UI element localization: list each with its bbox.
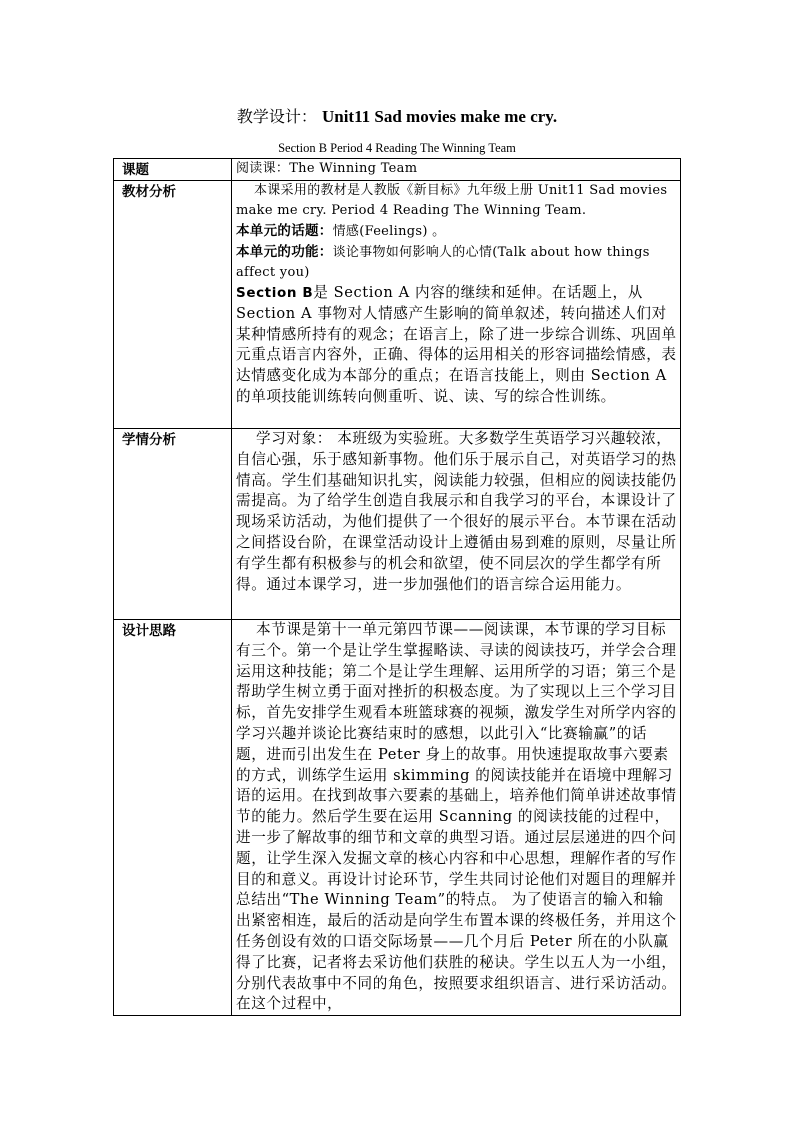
design-content: 本节课是第十一单元第四节课——阅读课，本节课的学习目标有三个。第一个是让学生掌握略读、寻读的阅读技巧，并学会合理运用这种技能；第二个是让学生理解、运用所学的习语；第三个是帮助学生树立勇于面对挫折的积极态度。为了实现以上三个学习目标，首先安排学生观看本班篮球赛的视频，激发学生对所学内容的学习兴趣并谈论比赛结束时的感想，以此引入“比赛输赢”的话题，进而引出发生在 Peter 身上的故事。用快速提取故事六要素的方式，训练学生运用 skimming 的阅读技能并在语境中理解习语的运用。在找到故事六要素的基础上，培养他们简单讲述故事情节的能力。然后学生要在运用 Scanning 的阅读技能的过程中，进一步了解故事的细节和文章的典型习语。通过层层递进的四个问题，让学生深入发掘文章的核心内容和中心思想，理解作者的写作目的和意义。再设计讨论环节，学生共同讨论他们对题目的理解并总结出“The Winning Team”的特点。 为了使语言的输入和输出紧密相连，最后的活动是向学生布置本课的终极任务，并用这个任务创设有效的口语交际场景——几个月后 Peter 所在的小队赢得了比赛，记者将去采访他们获胜的秘诀。学生以五人为一小组，分别代表故事中不同的角色，按照要求组织语言、进行采访活动。在这个过程中， — [236, 621, 677, 1013]
document-subtitle: Section B Period 4 Reading The Winning Team — [278, 141, 516, 155]
title-main: Unit11 Sad movies make me cry. — [321, 107, 558, 126]
material-function — [236, 242, 677, 283]
label-topic: 课题 — [122, 162, 149, 178]
row-topic — [114, 159, 681, 181]
lesson-plan-table — [113, 158, 681, 1016]
material-topic — [236, 221, 677, 242]
label-design: 设计思路 — [122, 623, 176, 639]
label-material: 教材分析 — [122, 184, 176, 200]
document-title — [0, 106, 794, 128]
material-section-b-label: Section B — [236, 285, 314, 301]
material-function-text: 谈论事物如何影响人的心情(Talk about how things affect you) — [236, 245, 650, 280]
topic-content: 阅读课：The Winning Team — [236, 161, 418, 176]
row-design — [114, 620, 681, 1016]
label-students: 学情分析 — [122, 432, 176, 448]
students-content: 学习对象： 本班级为实验班。大多数学生英语学习兴趣较浓，自信心强，乐于感知新事物。他们乐于展示自己，对英语学习的热情高。学生们基础知识扎实，阅读能力较强，但相应的阅读技能仍需提高。为了给学生创造自我展示和自我学习的平台，本课设计了现场采访活动，为他们提供了一个很好的展示平台。本节课在活动之间搭设台阶，在课堂活动设计上遵循由易到难的原则，尽量让所有学生都有积极参与的机会和欲望，使不同层次的学生都学有所得。通过本课学习，进一步加强他们的语言综合运用能力。 — [236, 430, 677, 593]
material-function-label: 本单元的功能： — [236, 244, 333, 260]
material-topic-label: 本单元的话题： — [236, 223, 333, 239]
material-topic-text: 情感(Feelings) 。 — [332, 224, 446, 239]
material-section-b-text: 是 Section A 内容的继续和延伸。在话题上，从 Section A 事物对人情感产生影响的简单叙述，转向描述人们对某种情感所持有的观念；在语言上，除了进一步综合训练、巩固单元重点语言内容外，正确、得体的运用相关的形容词描绘情感，表达情感变化成为本部分的重点；在语言技能上，则由 Section A 的单项技能训练转向侧重听、说、读、写的综合性训练。 — [236, 284, 677, 405]
material-intro: 本课采用的教材是人教版《新目标》九年级上册 Unit11 Sad movies make me cry. Period 4 Reading The Winning Team. — [236, 183, 668, 218]
title-prefix: 教学设计： — [236, 107, 317, 126]
row-material — [114, 181, 681, 429]
material-section-b — [236, 283, 677, 408]
row-students — [114, 429, 681, 620]
